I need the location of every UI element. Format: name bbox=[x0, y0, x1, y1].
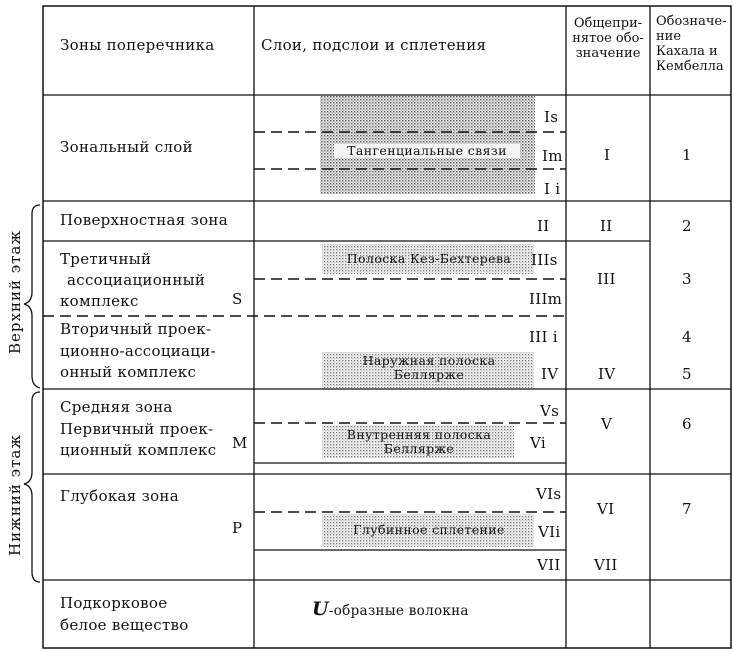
header-zones: Зоны поперечника bbox=[60, 36, 215, 54]
kahal-3: 3 bbox=[682, 270, 692, 288]
sublayer-Vs: Vs bbox=[540, 402, 560, 420]
complex-letter-m: M bbox=[232, 434, 248, 452]
kahal-4: 4 bbox=[682, 328, 692, 346]
band-label-inner: Внутренняя полоска Беллярже bbox=[346, 427, 492, 456]
sublayer-IIIi: III i bbox=[529, 328, 558, 346]
sublayer-VII: VII bbox=[537, 556, 561, 574]
common-II: II bbox=[600, 217, 613, 235]
zone-middle: Средняя зона bbox=[60, 398, 173, 416]
u-fibers-label: U-образные волокна bbox=[312, 598, 469, 620]
side-label-lower: Нижний этаж bbox=[6, 433, 24, 556]
sublayer-Vi: Vi bbox=[530, 434, 546, 452]
sublayer-VIs: VIs bbox=[536, 485, 562, 503]
common-VI: VI bbox=[597, 500, 615, 518]
kahal-2: 2 bbox=[682, 217, 692, 235]
complex-letter-p: P bbox=[232, 519, 243, 537]
band-label-kez: Полоска Кез-Бехтерева bbox=[346, 251, 512, 266]
zone-deep: Глубокая зона bbox=[60, 487, 179, 505]
kahal-6: 6 bbox=[682, 415, 692, 433]
sublayer-IV: IV bbox=[541, 365, 559, 383]
sublayer-VIi: VIi bbox=[538, 523, 561, 541]
zone-surface: Поверхностная зона bbox=[60, 211, 228, 229]
band-label-outer: Наружная полоска Беллярже bbox=[362, 353, 496, 382]
complex-letter-s: S bbox=[232, 290, 243, 308]
sublayer-IIIm: IIIm bbox=[529, 290, 563, 308]
common-IV: IV bbox=[598, 365, 616, 383]
common-V: V bbox=[601, 415, 613, 433]
band-label-deep: Глубинное сплетение bbox=[353, 522, 505, 537]
common-III: III bbox=[597, 270, 616, 288]
band-label-tangential: Тангенциальные связи bbox=[334, 144, 520, 158]
kahal-7: 7 bbox=[682, 500, 692, 518]
sublayer-Im: Im bbox=[542, 147, 563, 165]
kahal-1: 1 bbox=[682, 146, 692, 164]
sublayer-Is: Is bbox=[544, 108, 559, 126]
sublayer-IIIs: IIIs bbox=[531, 251, 558, 269]
kahal-5: 5 bbox=[682, 365, 692, 383]
header-layers: Слои, подслои и сплетения bbox=[261, 36, 487, 54]
sublayer-II: II bbox=[537, 217, 550, 235]
sublayer-Ii: I i bbox=[544, 180, 561, 198]
side-label-upper: Верхний этаж bbox=[6, 229, 24, 354]
common-I: I bbox=[604, 146, 611, 164]
common-VII: VII bbox=[594, 556, 618, 574]
header-common: Общепри- нятое обо- значение bbox=[572, 16, 644, 61]
zone-zonal: Зональный слой bbox=[60, 138, 193, 156]
header-kahal: Обозначе- ние Кахала и Кембелла bbox=[656, 14, 727, 74]
